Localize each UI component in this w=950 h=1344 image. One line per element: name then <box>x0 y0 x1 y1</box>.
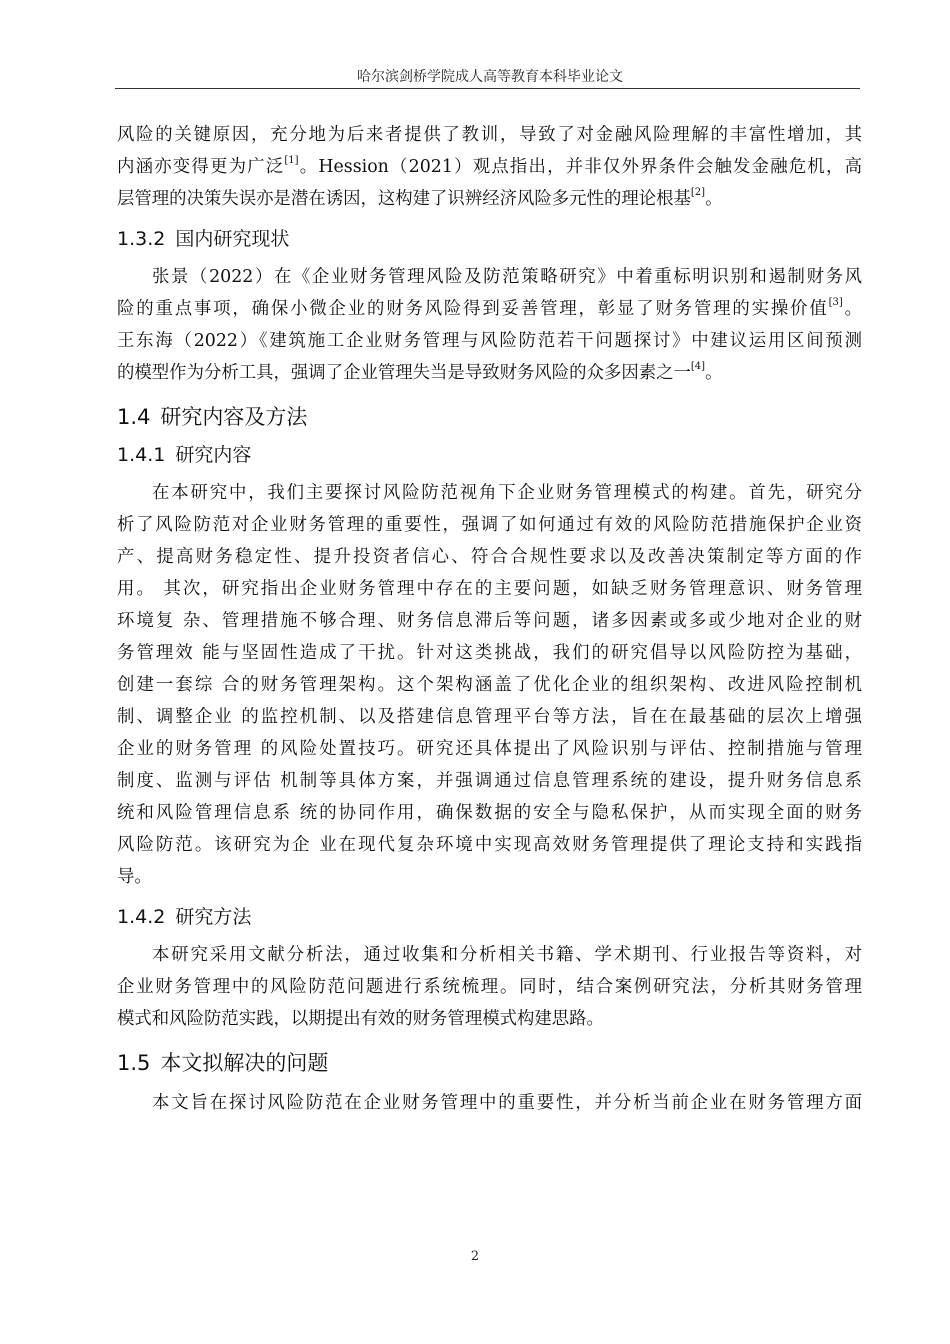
paragraph-line: 产、提高财务稳定性、提升投资者信心、符合合规性要求以及改善决策制定等方面的作 <box>117 547 862 567</box>
paragraph-line: 创建一套综 合的财务管理架构。这个架构涵盖了优化企业的组织架构、改进风险控制机 <box>117 675 862 695</box>
paragraph-line: 内涵亦变得更为广泛[1]。Hession（2021）观点指出，并非仅外界条件会触发金融危机，高 <box>117 155 862 177</box>
citation-ref: [4] <box>690 361 706 373</box>
research-content-paragraph <box>117 477 862 893</box>
paragraph-line: 析了风险防范对企业财务管理的重要性，强调了如何通过有效的风险防范措施保护企业资 <box>117 515 862 535</box>
section-heading-1-4-1: 1.4.1 研究内容 <box>117 444 252 466</box>
paragraph-line: 在本研究中，我们主要探讨风险防范视角下企业财务管理模式的构建。首先，研究分 <box>152 483 862 503</box>
section-heading-1-3-2: 1.3.2 国内研究现状 <box>117 228 290 250</box>
paragraph-line: 统和风险管理信息系 统的协同作用，确保数据的安全与隐私保护，从而实现全面的财务 <box>117 803 862 823</box>
paragraph-line: 张景（2022）在《企业财务管理风险及防范策略研究》中着重标明识别和遏制财务风 <box>152 267 862 287</box>
paragraph-line: 本研究采用文献分析法，通过收集和分析相关书籍、学术期刊、行业报告等资料，对 <box>152 945 862 965</box>
problem-paragraph <box>117 1087 862 1119</box>
paragraph-line: 层管理的决策失误亦是潜在诱因，这构建了识辨经济风险多元性的理论根基[2]。 <box>117 187 723 209</box>
paragraph-line: 王东海（2022）《建筑施工企业财务管理与风险防范若干问题探讨》中建议运用区间预测 <box>117 331 862 351</box>
paragraph-line: 风险的关键原因，充分地为后来者提供了教训，导致了对金融风险理解的丰富性增加，其 <box>117 125 862 145</box>
citation-ref: [2] <box>690 187 706 199</box>
paragraph-line: 的模型作为分析工具，强调了企业管理失当是导致财务风险的众多因素之一[4]。 <box>117 361 723 383</box>
paragraph-line: 制度、监测与评估 机制等具体方案，并强调通过信息管理系统的建设，提升财务信息系 <box>117 771 862 791</box>
paragraph-line: 务管理效 能与坚固性造成了干扰。针对这类挑战，我们的研究倡导以风险防控为基础， <box>117 643 862 663</box>
paragraph-line: 用。 其次，研究指出企业财务管理中存在的主要问题，如缺乏财务管理意识、财务管理 <box>117 579 862 599</box>
citation-ref: [3] <box>828 297 843 309</box>
domestic-research-paragraph <box>117 261 862 389</box>
document-body <box>117 119 862 1119</box>
section-heading-1-5: 1.5 本文拟解决的问题 <box>117 1051 329 1075</box>
header-divider <box>115 88 860 89</box>
paragraph-line: 风险防范。该研究为企 业在现代复杂环境中实现高效财务管理提供了理论支持和实践指 <box>117 835 862 855</box>
research-method-paragraph <box>117 939 862 1035</box>
section-heading-1-4-2: 1.4.2 研究方法 <box>117 906 252 928</box>
page-number: 2 <box>470 1249 480 1264</box>
page-header: 哈尔滨剑桥学院成人高等教育本科毕业论文 <box>357 69 623 85</box>
paragraph-line: 模式和风险防范实践，以期提出有效的财务管理模式构建思路。 <box>117 1009 604 1029</box>
paragraph-line: 险的重点事项，确保小微企业的财务风险得到妥善管理，彰显了财务管理的实操价值[3]。 <box>117 297 862 319</box>
paragraph-line: 环境复 杂、管理措施不够合理、财务信息滞后等问题，诸多因素或多或少地对企业的财 <box>117 611 862 631</box>
paragraph-line: 企业的财务管理 的风险处置技巧。研究还具体提出了风险识别与评估、控制措施与管理 <box>117 739 862 759</box>
paragraph-line: 企业财务管理中的风险防范问题进行系统梳理。同时，结合案例研究法，分析其财务管理 <box>117 977 862 997</box>
paragraph-line: 导。 <box>117 867 152 887</box>
citation-ref: [1] <box>284 155 299 167</box>
paragraph-line: 制、调整企业 的监控机制、以及搭建信息管理平台等方法，旨在在最基础的层次上增强 <box>117 707 862 727</box>
paragraph-line: 本文旨在探讨风险防范在企业财务管理中的重要性，并分析当前企业在财务管理方面 <box>152 1093 862 1113</box>
section-heading-1-4: 1.4 研究内容及方法 <box>117 405 308 429</box>
intro-paragraph <box>117 119 862 215</box>
